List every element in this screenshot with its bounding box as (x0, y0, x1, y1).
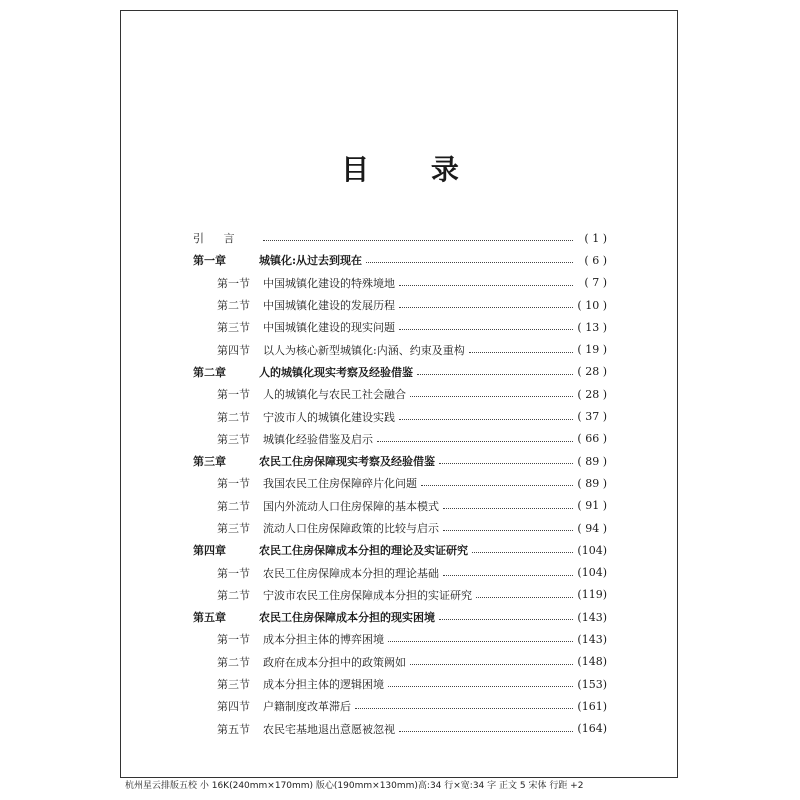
toc-entry-number: 第三节 (217, 678, 250, 692)
toc-entry-number: 第五节 (217, 722, 250, 736)
toc-entry-title: 宁波市农民工住房保障成本分担的实证研究 (263, 588, 472, 602)
toc-entry-section[interactable] (193, 673, 607, 695)
toc-entry-page: ( 7 ) (584, 276, 607, 290)
table-of-contents (193, 227, 607, 740)
dot-leader (388, 640, 573, 642)
dot-leader (388, 685, 573, 687)
toc-entry-page: (153) (577, 677, 607, 691)
dot-leader (399, 284, 573, 286)
toc-entry-section[interactable] (193, 428, 607, 450)
toc-entry-title: 农民工住房保障现实考察及经验借鉴 (259, 455, 435, 469)
toc-entry-title: 政府在成本分担中的政策阙如 (263, 655, 406, 669)
toc-entry-number: 第二节 (217, 410, 250, 424)
toc-entry-page: ( 13 ) (577, 320, 607, 334)
toc-entry-number: 第四节 (217, 700, 250, 714)
toc-entry-title: 中国城镇化建设的发展历程 (263, 299, 395, 313)
toc-entry-number: 第四章 (193, 544, 226, 558)
toc-entry-section[interactable] (193, 383, 607, 405)
toc-entry-chapter[interactable] (193, 539, 607, 561)
toc-entry-section[interactable] (193, 294, 607, 316)
toc-entry-title: 人的城镇化与农民工社会融合 (263, 388, 406, 402)
toc-entry-page: ( 91 ) (577, 499, 607, 513)
dot-leader (366, 261, 573, 263)
toc-entry-title: 我国农民工住房保障碎片化问题 (263, 477, 417, 491)
dot-leader (439, 462, 573, 464)
toc-entry-number: 第一节 (217, 388, 250, 402)
dot-leader (410, 663, 573, 665)
toc-entry-title: 国内外流动人口住房保障的基本模式 (263, 499, 439, 513)
toc-entry-section[interactable] (193, 338, 607, 360)
dot-leader (421, 484, 573, 486)
toc-entry-number: 第三节 (217, 432, 250, 446)
toc-entry-section[interactable] (193, 405, 607, 427)
dot-leader (399, 328, 573, 330)
toc-entry-section[interactable] (193, 316, 607, 338)
toc-entry-number: 第三节 (217, 522, 250, 535)
toc-entry-title: 成本分担主体的博弈困境 (263, 633, 384, 647)
toc-entry-title: 成本分担主体的逻辑困境 (263, 678, 384, 692)
toc-entry-section[interactable] (193, 718, 607, 740)
toc-entry-page: ( 28 ) (577, 365, 607, 379)
toc-entry-section[interactable] (193, 561, 607, 583)
toc-entry-chapter[interactable] (193, 249, 607, 271)
toc-entry-number: 第四节 (217, 343, 250, 357)
toc-entry-title: 农民工住房保障成本分担的现实困境 (259, 611, 435, 625)
toc-entry-title: 城镇化经验借鉴及启示 (263, 432, 373, 446)
toc-entry-title: 城镇化:从过去到现在 (259, 254, 363, 268)
toc-entry-number: 第三节 (217, 321, 250, 335)
toc-entry-section[interactable] (193, 695, 607, 717)
toc-entry-number: 第三章 (193, 455, 226, 469)
toc-entry-number: 第二节 (217, 588, 250, 602)
toc-entry-page: ( 89 ) (577, 476, 607, 490)
toc-entry-number: 第五章 (193, 611, 226, 625)
toc-entry-number: 第二节 (217, 299, 250, 313)
toc-entry-number: 第二章 (193, 365, 226, 379)
toc-entry-page: ( 1 ) (584, 231, 607, 245)
dot-leader (355, 707, 573, 709)
toc-entry-page: ( 89 ) (577, 454, 607, 468)
toc-title: 目 录 (341, 153, 485, 186)
toc-entry-page: (161) (577, 699, 607, 713)
toc-entry-number: 第一节 (217, 566, 250, 580)
toc-entry-title: 中国城镇化建设的现实问题 (263, 321, 395, 335)
toc-entry-title: 中国城镇化建设的特殊境地 (263, 276, 395, 290)
toc-entry-page: (143) (577, 632, 607, 646)
toc-entry-title: 宁波市人的城镇化建设实践 (263, 410, 395, 424)
toc-entry-intro[interactable] (193, 227, 607, 249)
dot-leader (399, 418, 573, 420)
toc-entry-chapter[interactable] (193, 450, 607, 472)
toc-entry-title: 人的城镇化现实考察及经验借鉴 (259, 365, 413, 379)
toc-entry-number: 第一节 (217, 633, 250, 647)
toc-entry-page: ( 37 ) (577, 410, 607, 424)
dot-leader (443, 574, 573, 576)
toc-entry-page: ( 28 ) (577, 387, 607, 401)
dot-leader (472, 551, 573, 553)
toc-entry-section[interactable] (193, 584, 607, 606)
toc-entry-section[interactable] (193, 495, 607, 517)
toc-entry-page: ( 94 ) (577, 521, 607, 535)
toc-entry-page: ( 6 ) (584, 253, 607, 267)
dot-leader (410, 395, 573, 397)
toc-entry-number: 第一章 (193, 254, 226, 268)
toc-entry-number: 第二节 (217, 499, 250, 513)
toc-entry-page: ( 66 ) (577, 432, 607, 446)
toc-entry-page: (143) (577, 610, 607, 624)
toc-entry-number: 第一节 (217, 477, 250, 491)
dot-leader (399, 306, 573, 308)
toc-entry-title: 以人为核心新型城镇化:内涵、约束及重构 (263, 343, 465, 357)
dot-leader (443, 529, 573, 531)
dot-leader (377, 440, 573, 442)
toc-entry-section[interactable] (193, 472, 607, 494)
toc-entry-chapter[interactable] (193, 361, 607, 383)
dot-leader (399, 730, 573, 732)
toc-entry-page: ( 19 ) (577, 343, 607, 357)
toc-entry-section[interactable] (193, 651, 607, 673)
dot-leader (417, 373, 573, 375)
toc-entry-title: 流动人口住房保障政策的比较与启示 (263, 522, 439, 535)
dot-leader (439, 618, 573, 620)
dot-leader (263, 239, 573, 241)
dot-leader (476, 596, 573, 598)
toc-entry-title: 农民宅基地退出意愿被忽视 (263, 722, 395, 736)
toc-entry-section[interactable] (193, 272, 607, 294)
toc-entry-chapter[interactable] (193, 606, 607, 628)
toc-entry-page: (104) (577, 566, 607, 580)
toc-entry-title: 农民工住房保障成本分担的理论基础 (263, 566, 439, 580)
toc-entry-number: 第二节 (217, 655, 250, 669)
toc-entry-section[interactable] (193, 517, 607, 539)
toc-entry-number: 第一节 (217, 276, 250, 290)
toc-entry-title: 户籍制度改革滞后 (263, 700, 351, 714)
toc-entry-page: (164) (577, 722, 607, 736)
dot-leader (469, 351, 573, 353)
toc-entry-section[interactable] (193, 628, 607, 650)
toc-entry-page: (104) (577, 543, 607, 557)
toc-entry-page: (148) (577, 655, 607, 669)
dot-leader (443, 507, 573, 509)
toc-entry-page: ( 10 ) (577, 298, 607, 312)
toc-entry-title: 农民工住房保障成本分担的理论及实证研究 (259, 544, 468, 558)
print-footer: 杭州星云排版五校 小 16K(240mm×170mm) 版心(190mm×130mm)高:34 行×宽:34 字 正文 5 宋体 行距 +2 (125, 781, 584, 791)
toc-entry-number: 引 言 (193, 232, 243, 246)
toc-entry-page: (119) (577, 588, 607, 602)
